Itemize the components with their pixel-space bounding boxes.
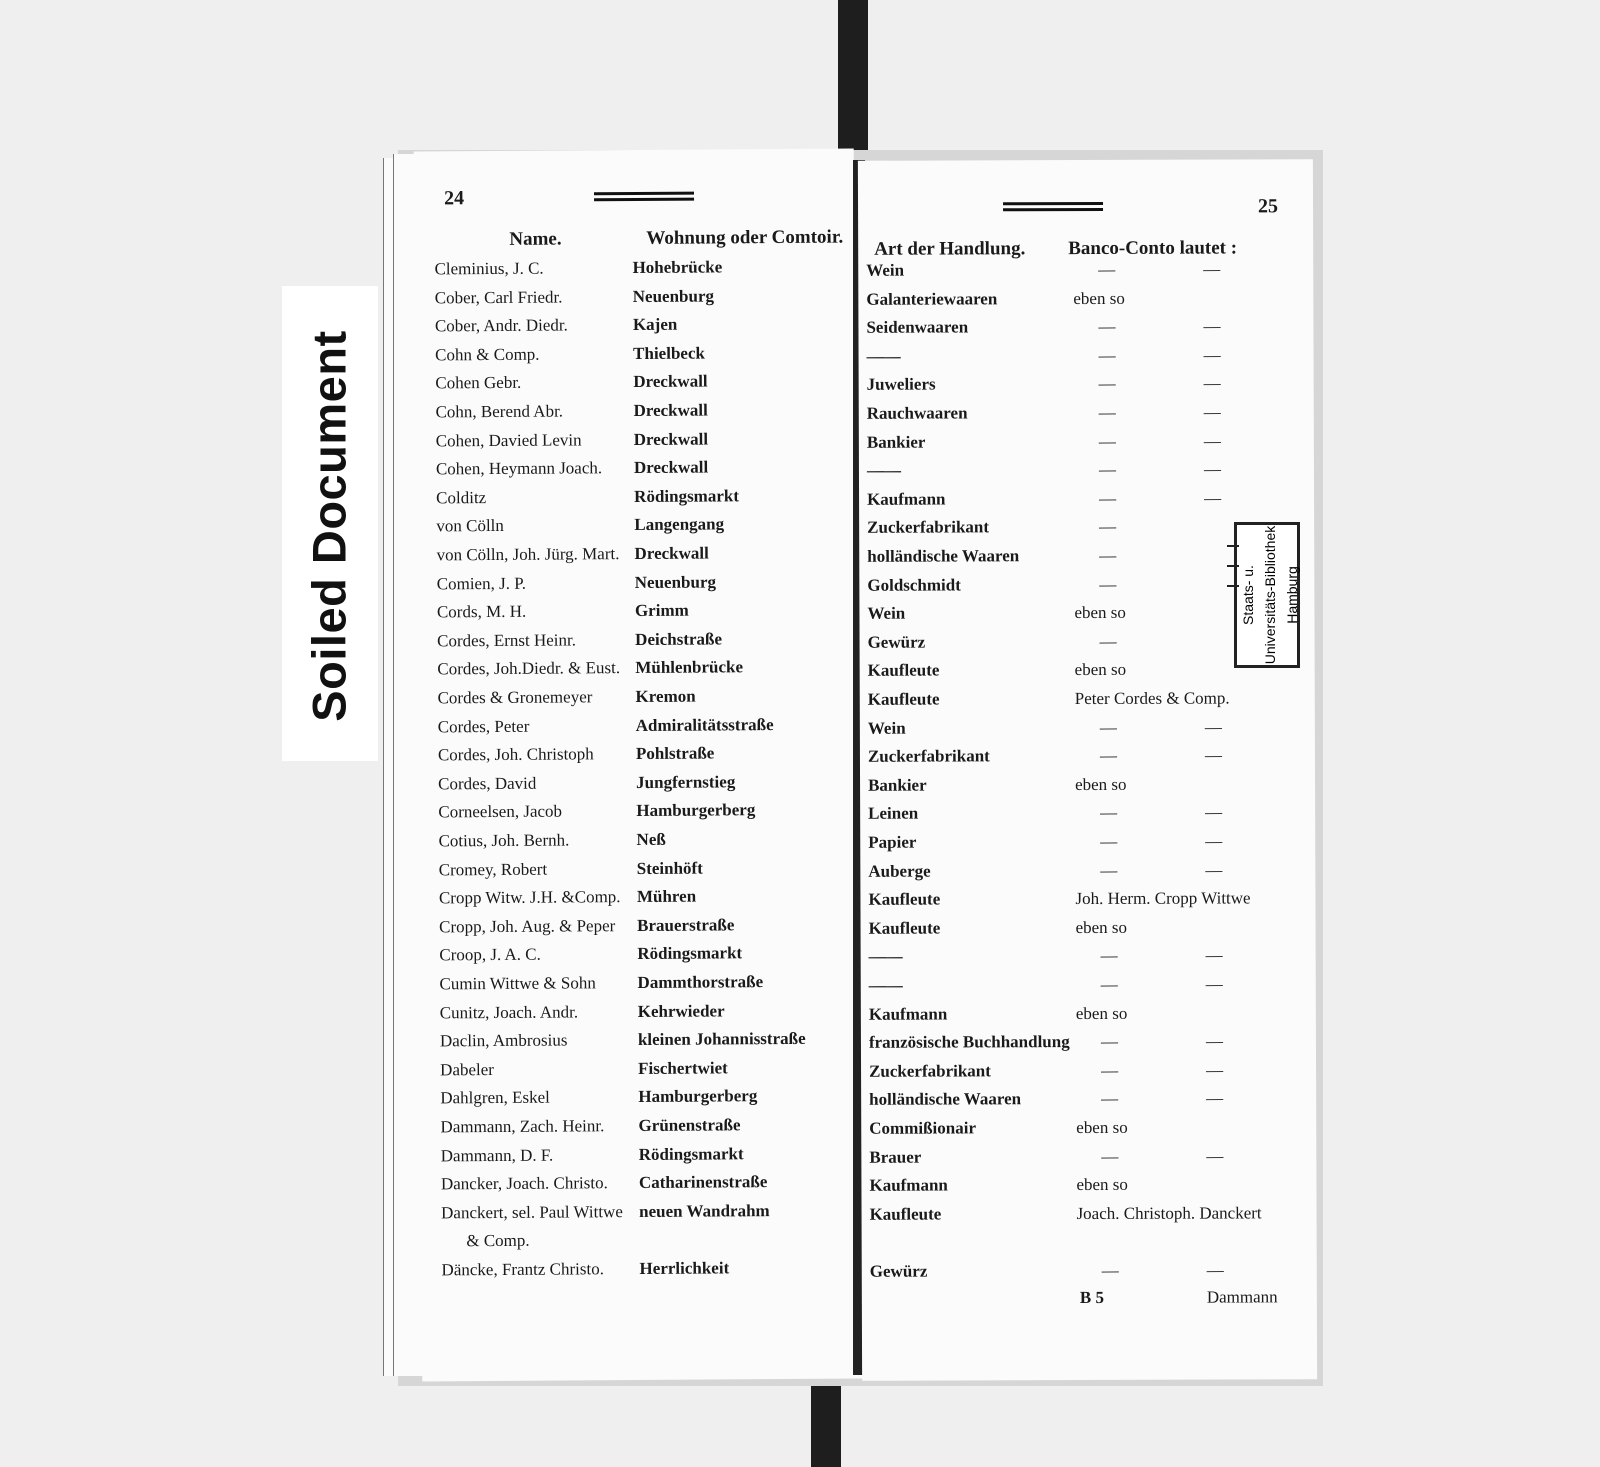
entry-name: Cordes, Joh. Christoph	[437, 744, 594, 765]
soiled-document-label-box	[282, 286, 378, 761]
entry-conto: eben so	[1076, 1175, 1128, 1195]
entry-name: Dahlgren, Eskel	[440, 1088, 550, 1108]
entry-name: Cober, Andr. Diedr.	[434, 315, 568, 336]
entry-trade: Kaufleute	[869, 1204, 942, 1224]
entry-address: Grünenstraße	[638, 1115, 741, 1136]
entry-name: Cohen, Davied Levin	[435, 429, 582, 450]
entry-conto: —	[1099, 574, 1117, 594]
left-page	[414, 148, 863, 1381]
entry-address: Langengang	[634, 514, 725, 535]
entry-trade: Commißionair	[869, 1118, 977, 1138]
entry-name: Colditz	[436, 487, 487, 508]
entry-name: Cunitz, Joach. Andr.	[439, 1002, 579, 1022]
entry-trade: Papier	[868, 832, 917, 852]
entry-trade: Kaufleute	[868, 918, 941, 938]
entry-name: Dancker, Joach. Christo.	[440, 1173, 608, 1194]
entry-conto: eben so	[1073, 288, 1125, 308]
entry-conto-second: —	[1203, 316, 1221, 336]
page-number-right: 25	[1257, 195, 1279, 218]
ornament-icon-right	[1003, 198, 1103, 214]
entry-trade: französische Buchhandlung	[868, 1032, 1070, 1052]
entry-conto: —	[1100, 831, 1118, 851]
entry-trade: Wein	[867, 603, 906, 623]
entry-conto-second: —	[1205, 831, 1223, 851]
entry-address: Steinhöft	[636, 858, 703, 878]
entry-conto-second: —	[1203, 345, 1221, 365]
entry-name: Cordes, David	[438, 773, 537, 794]
entry-conto: —	[1101, 1089, 1119, 1109]
entry-name: Cords, M. H.	[436, 601, 527, 622]
binding-strap-top	[838, 0, 868, 172]
entry-name: Comien, J. P.	[436, 573, 527, 593]
entry-trade: Galanteriewaaren	[866, 288, 998, 309]
entry-conto-second: —	[1203, 259, 1221, 279]
entry-address: Fischertwiet	[638, 1058, 728, 1078]
entry-name: Cordes & Gronemeyer	[437, 687, 593, 708]
entry-address: Kremon	[635, 686, 696, 707]
entry-name: Cohn & Comp.	[435, 344, 540, 365]
entry-conto: Joh. Herm. Cropp Wittwe	[1075, 888, 1251, 909]
entry-trade: Zuckerfabrikant	[867, 517, 990, 538]
entry-address: Kajen	[632, 314, 678, 335]
entry-trade: Kaufmann	[869, 1175, 948, 1195]
header-address: Wohnung oder Comtoir.	[646, 226, 844, 249]
entry-trade: Wein	[867, 718, 906, 738]
entry-conto: eben so	[1076, 1117, 1128, 1138]
entry-conto-second: —	[1206, 1146, 1224, 1166]
entry-conto-second: —	[1205, 1031, 1223, 1051]
entry-conto: —	[1100, 974, 1118, 994]
entry-conto-second: —	[1203, 431, 1221, 451]
entry-address: Brauerstraße	[637, 915, 735, 935]
entry-conto: eben so	[1074, 660, 1127, 680]
entry-address: Admiralitätsstraße	[635, 714, 774, 735]
entry-name: Danckert, sel. Paul Wittwe	[441, 1201, 623, 1223]
entry-name: Croop, J. A. C.	[439, 945, 541, 965]
entry-trade: Kaufmann	[868, 1004, 948, 1024]
entry-name: Dammann, Zach. Heinr.	[440, 1116, 605, 1137]
entry-conto-second: —	[1206, 1260, 1224, 1280]
entry-address: Catharinenstraße	[638, 1172, 768, 1193]
entry-trade: Bankier	[866, 432, 926, 452]
entry-trade: Auberge	[868, 861, 931, 881]
entry-conto-second: —	[1203, 373, 1221, 393]
entry-address: Neuenburg	[632, 286, 715, 306]
header-name: Name.	[509, 228, 562, 250]
entry-conto: eben so	[1075, 774, 1127, 794]
entry-name: Dammann, D. F.	[440, 1145, 554, 1165]
entry-address: Dammthorstraße	[637, 972, 764, 993]
entry-trade: Zuckerfabrikant	[867, 746, 990, 766]
entry-trade: Rauchwaaren	[866, 403, 968, 423]
soiled-document-label: Soiled Document	[302, 330, 356, 722]
entry-conto: —	[1101, 1260, 1119, 1280]
entry-address: Rödingsmarkt	[638, 1143, 744, 1164]
entry-conto: eben so	[1074, 603, 1126, 623]
entry-name: Cotius, Joh. Bernh.	[438, 830, 570, 851]
entry-conto-second: —	[1206, 1088, 1224, 1108]
entry-conto: —	[1099, 517, 1117, 537]
entry-conto: —	[1098, 460, 1116, 480]
entry-address: kleinen Johannisstraße	[637, 1029, 806, 1050]
entry-conto-second: —	[1203, 459, 1221, 479]
entry-trade: Zuckerfabrikant	[869, 1061, 991, 1081]
entry-name: Corneelsen, Jacob	[438, 801, 563, 822]
entry-conto-second: —	[1204, 717, 1222, 737]
entry-conto: —	[1100, 1032, 1118, 1052]
entry-conto: —	[1098, 345, 1116, 365]
entry-name: von Cölln	[436, 516, 504, 536]
entry-address: Hamburgerberg	[636, 800, 756, 821]
entry-conto-second: —	[1205, 974, 1223, 994]
header-trade: Art der Handlung.	[874, 238, 1026, 260]
entry-conto-second: —	[1206, 1060, 1224, 1080]
entry-address: Dreckwall	[634, 543, 709, 564]
entry-name: Cropp Witw. J.H. &Comp.	[438, 887, 621, 908]
entry-trade: Leinen	[868, 803, 919, 824]
library-stamp	[1234, 522, 1300, 668]
footer-catchword: Dammann	[1206, 1287, 1278, 1307]
right-page	[858, 159, 1317, 1381]
entry-conto-second: —	[1203, 402, 1221, 422]
entry-conto-second: —	[1204, 745, 1222, 765]
entry-address: Pohlstraße	[635, 743, 715, 764]
entry-address: Dreckwall	[633, 457, 709, 478]
entry-name: Cleminius, J. C.	[434, 258, 544, 279]
entry-conto-second: —	[1204, 488, 1222, 508]
entry-conto: eben so	[1075, 917, 1128, 937]
entry-trade: Goldschmidt	[867, 575, 961, 595]
entry-address: Mühlenbrücke	[635, 657, 744, 678]
entry-trade: Gewürz	[867, 632, 926, 652]
library-stamp-text: Staats- u. Universitäts-Bibliothek Hamburg	[1240, 525, 1300, 665]
entry-trade: ——	[866, 346, 901, 366]
entry-trade: Kaufleute	[867, 689, 940, 709]
entry-name: Cropp, Joh. Aug. & Peper	[439, 915, 616, 937]
entry-trade: ——	[868, 975, 903, 995]
ornament-icon	[594, 188, 694, 205]
entry-name: Cumin Wittwe & Sohn	[439, 973, 596, 994]
page-number: 24	[443, 187, 465, 210]
entry-address: neuen Wandrahm	[639, 1200, 770, 1221]
entry-name: Daclin, Ambrosius	[439, 1030, 568, 1051]
entry-address: Grimm	[634, 600, 689, 621]
entry-conto: —	[1098, 431, 1116, 451]
entry-address: Dreckwall	[633, 371, 708, 392]
entry-conto: —	[1098, 402, 1116, 422]
entry-name: von Cölln, Joh. Jürg. Mart.	[436, 544, 620, 565]
entry-name: & Comp.	[466, 1231, 530, 1251]
footer-signature: B 5	[1079, 1287, 1104, 1308]
entry-address: Hamburgerberg	[638, 1086, 758, 1107]
entry-address: Jungfernstieg	[636, 772, 736, 792]
entry-conto-second: —	[1205, 860, 1223, 880]
entry-trade: holländische Waaren	[869, 1089, 1022, 1110]
entry-name: Cordes, Ernst Heinr.	[437, 630, 577, 651]
entry-address: Hohebrücke	[632, 257, 723, 278]
entry-name: Cohn, Berend Abr.	[435, 401, 564, 422]
entry-address: Thielbeck	[633, 343, 705, 363]
entry-conto: —	[1099, 746, 1117, 766]
entry-conto: —	[1101, 1146, 1119, 1166]
entry-trade: ——	[868, 947, 903, 967]
entry-conto: —	[1101, 1060, 1119, 1080]
entry-trade: Kaufmann	[867, 489, 946, 509]
entry-conto: —	[1099, 717, 1117, 737]
entry-conto: —	[1100, 803, 1118, 823]
entry-address: Rödingsmarkt	[634, 486, 740, 506]
entry-name: Däncke, Frantz Christo.	[441, 1259, 604, 1280]
entry-address: Kehrwieder	[637, 1000, 725, 1021]
binding-strap-bottom	[811, 1378, 841, 1467]
header-conto: Banco-Conto lautet :	[1068, 237, 1238, 260]
entry-address: Mühren	[636, 886, 697, 907]
entry-trade: Brauer	[869, 1147, 922, 1167]
entry-trade: holländische Waaren	[867, 546, 1020, 566]
entry-name: Cohen, Heymann Joach.	[435, 458, 603, 479]
entry-conto-second: —	[1205, 802, 1223, 822]
entry-conto: Peter Cordes & Comp.	[1074, 688, 1230, 709]
entry-trade: Bankier	[868, 775, 927, 795]
entry-conto-second: —	[1205, 945, 1223, 965]
entry-address: Dreckwall	[633, 400, 708, 421]
entry-trade: ——	[866, 460, 901, 480]
entry-name: Cordes, Joh.Diedr. & Eust.	[437, 658, 621, 679]
entry-address: Herrlichkeit	[639, 1258, 730, 1279]
entry-name: Dabeler	[440, 1059, 494, 1080]
entry-conto: Joach. Christoph. Danckert	[1076, 1203, 1262, 1223]
entry-trade: Juweliers	[866, 374, 936, 395]
entry-conto: —	[1098, 374, 1116, 394]
entry-conto: eben so	[1075, 1003, 1128, 1023]
entry-name: Cromey, Robert	[438, 859, 548, 879]
entry-conto: —	[1100, 946, 1118, 966]
entry-name: Cober, Carl Friedr.	[434, 287, 563, 308]
entry-address: Rödingsmarkt	[637, 943, 743, 964]
entry-address: Dreckwall	[633, 429, 709, 449]
entry-trade: Gewürz	[869, 1261, 928, 1281]
entry-address: Deichstraße	[635, 629, 723, 649]
entry-conto: —	[1100, 860, 1118, 880]
entry-name: Cohen Gebr.	[435, 373, 522, 393]
entry-address: Neß	[636, 829, 666, 850]
entry-address: Neuenburg	[634, 572, 717, 592]
entry-name: Cordes, Peter	[437, 716, 530, 736]
entry-trade: Wein	[866, 260, 905, 280]
entry-trade: Seidenwaaren	[866, 317, 969, 337]
entry-conto: —	[1099, 545, 1117, 565]
entry-trade: Kaufleute	[868, 889, 941, 909]
entry-conto: —	[1099, 631, 1117, 651]
entry-conto: —	[1099, 488, 1117, 508]
entry-trade: Kaufleute	[867, 660, 940, 681]
entry-conto: —	[1098, 259, 1116, 279]
entry-conto: —	[1098, 317, 1116, 337]
